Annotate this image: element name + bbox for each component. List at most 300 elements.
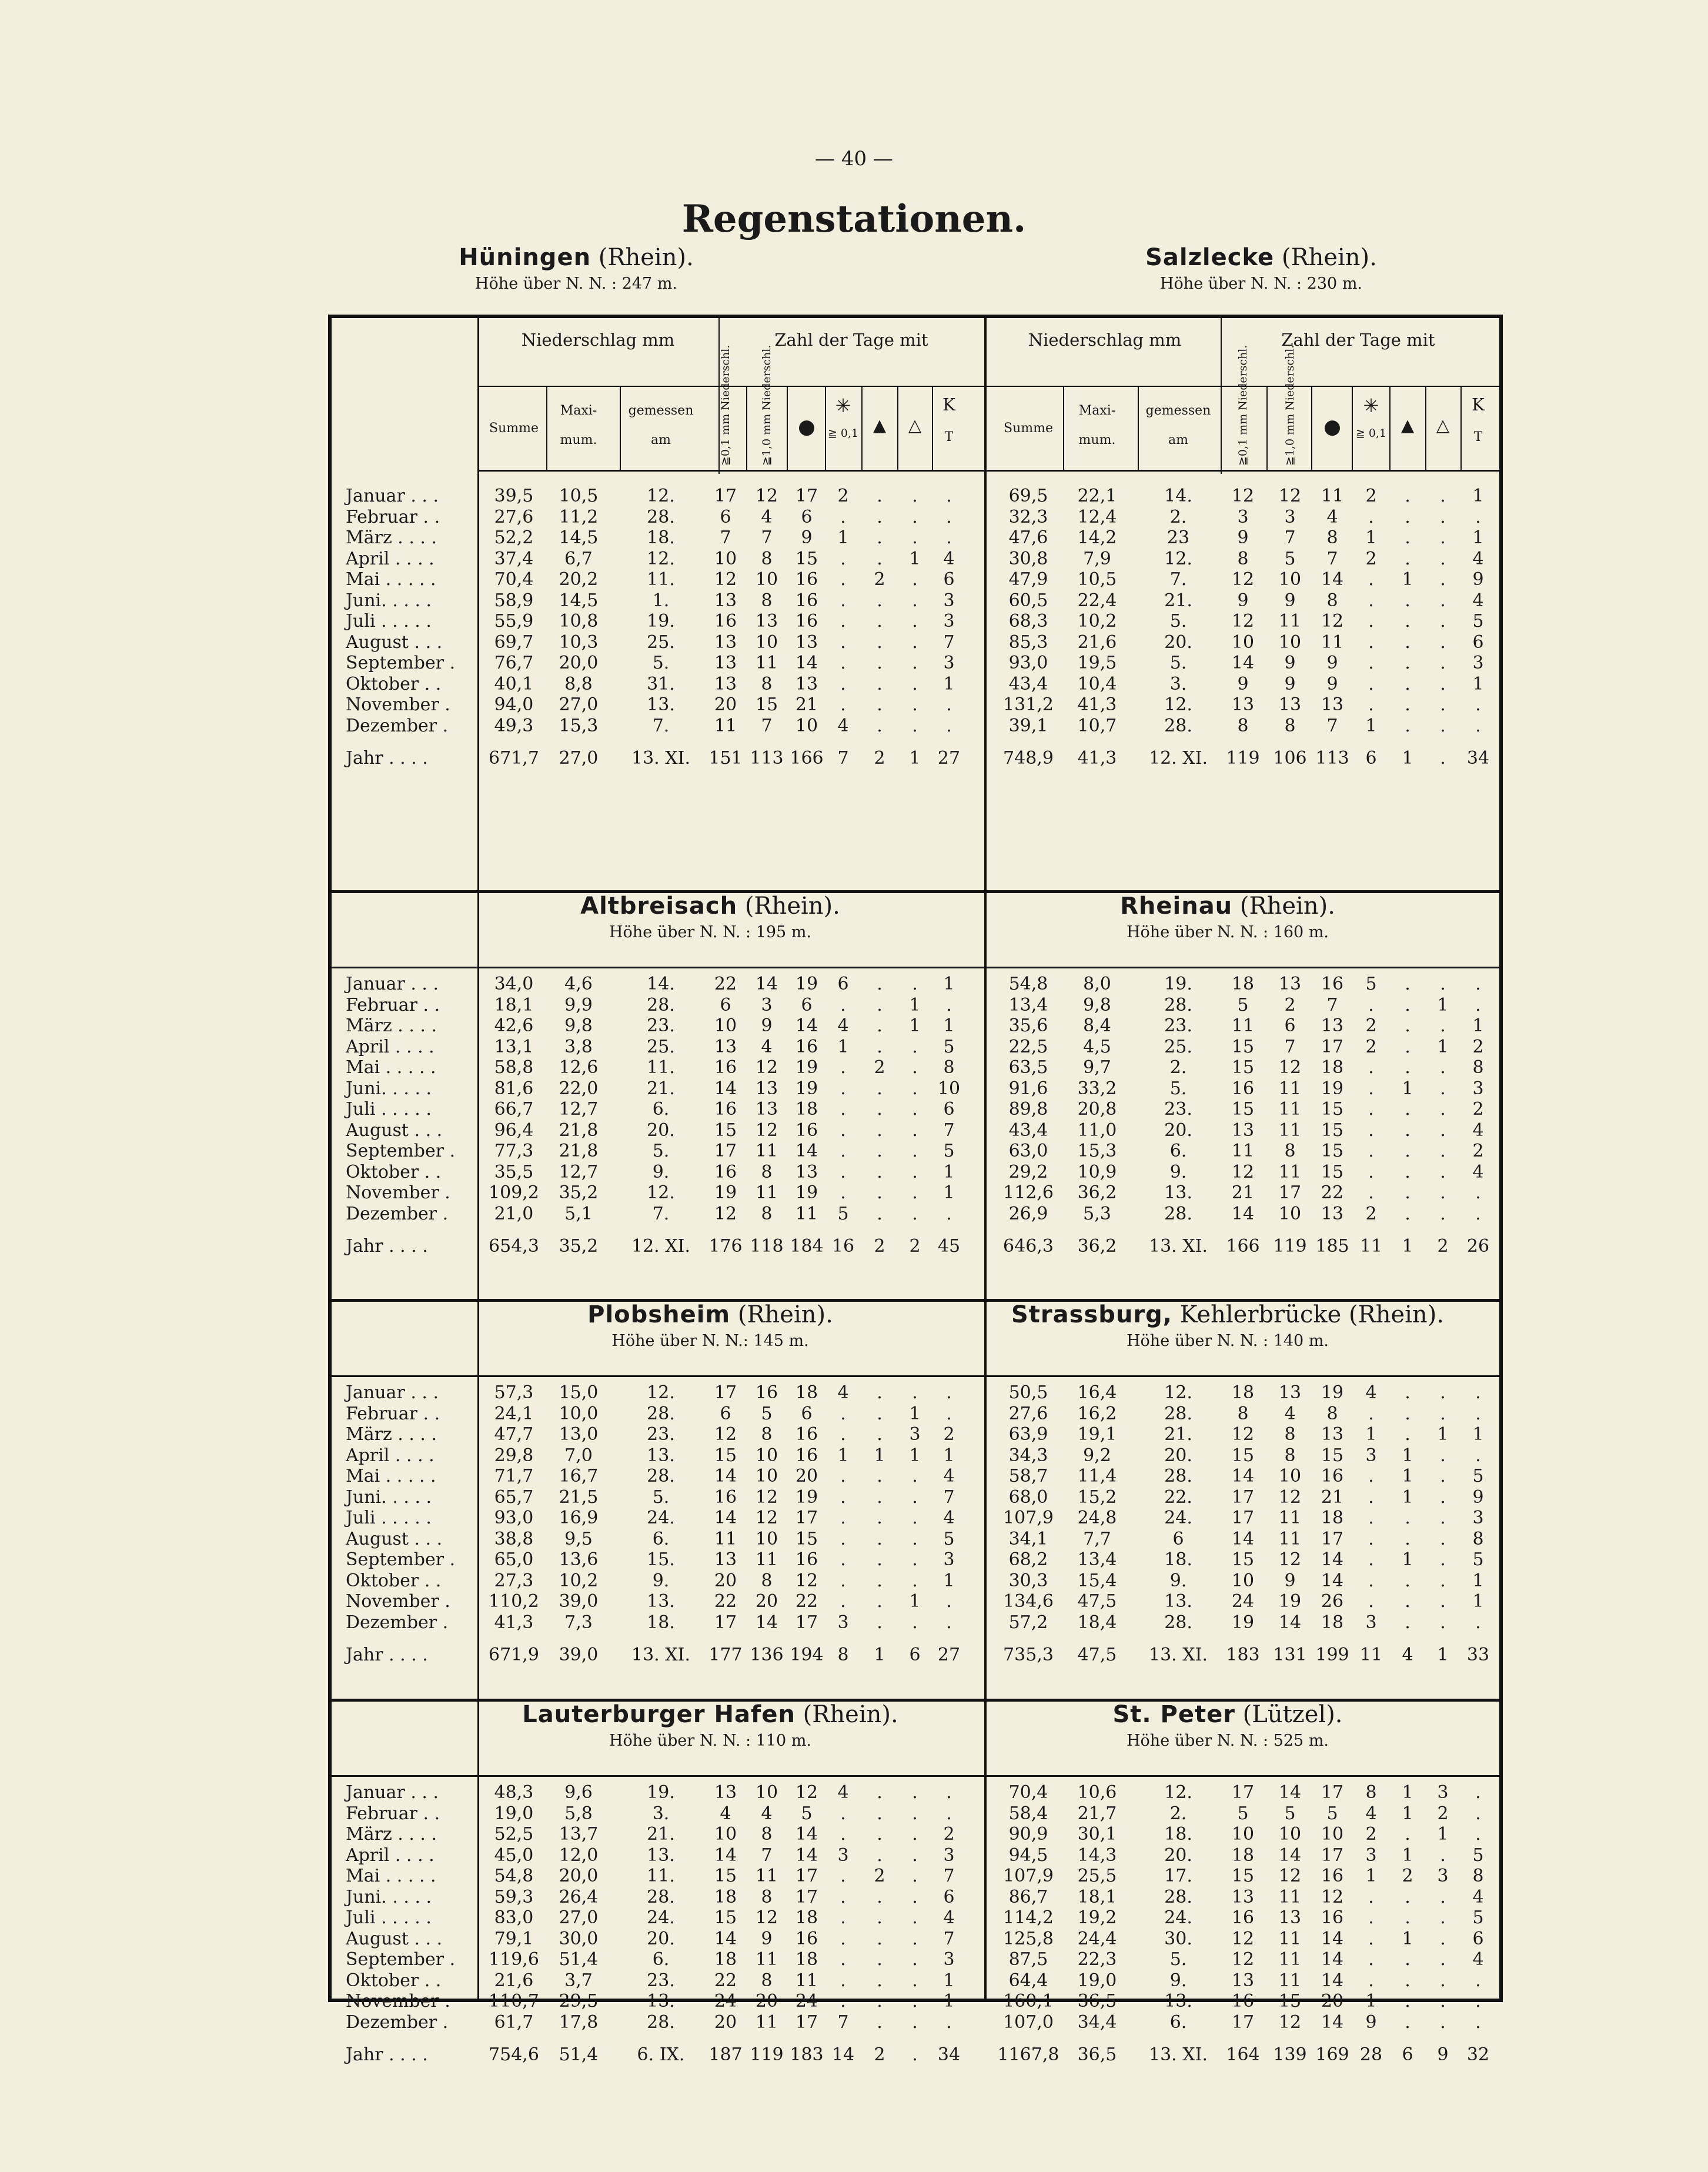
station-heading-right: [997, 244, 1526, 293]
table-cell: 27,6: [1008, 1403, 1048, 1424]
station-heading-left: [446, 1301, 975, 1350]
table-cell: .: [1440, 1508, 1446, 1528]
right-graupel-icon: △: [1436, 415, 1450, 435]
table-cell: 4: [1472, 1120, 1484, 1141]
table-cell: .: [1440, 1141, 1446, 1161]
table-cell: 4: [720, 1803, 731, 1824]
table-cell: 22: [714, 974, 737, 994]
table-cell: 5: [1237, 994, 1249, 1015]
table-cell: 10: [755, 1466, 778, 1486]
table-cell: 4: [837, 1382, 849, 1403]
table-cell: 1: [1365, 1991, 1377, 2011]
year-cell: 16: [831, 1236, 855, 1257]
table-cell: 30,3: [1008, 1570, 1048, 1591]
table-cell: 2: [1365, 1015, 1377, 1036]
table-cell: 4: [837, 1015, 849, 1036]
table-cell: .: [1368, 1528, 1374, 1549]
table-cell: .: [1440, 1486, 1446, 1508]
table-cell: 11: [1321, 631, 1344, 653]
table-cell: .: [1368, 631, 1374, 653]
table-cell: 5: [837, 1203, 849, 1224]
month-label: Februar . .: [346, 506, 440, 527]
table-cell: 1: [1402, 1782, 1413, 1803]
year-cell: 2: [874, 1236, 885, 1257]
table-cell: .: [840, 1907, 846, 1928]
table-cell: 25.: [647, 631, 675, 653]
table-cell: 12: [1278, 1486, 1302, 1508]
right-thunder-sub: T: [1473, 430, 1483, 445]
table-cell: 10,2: [559, 1570, 599, 1591]
table-cell: 21,0: [494, 1203, 534, 1224]
table-cell: 11: [1278, 1886, 1302, 1907]
table-cell: .: [912, 2011, 918, 2033]
table-cell: 160,1: [1003, 1991, 1054, 2011]
table-cell: 12: [1231, 1928, 1255, 1949]
table-cell: 10: [755, 1445, 778, 1466]
table-cell: .: [1405, 653, 1410, 673]
table-cell: 51,4: [559, 1949, 599, 1970]
table-cell: 3: [943, 611, 955, 631]
month-label: März . . . .: [346, 527, 437, 548]
year-cell: 735,3: [1003, 1645, 1054, 1665]
table-cell: .: [840, 1866, 846, 1886]
table-cell: 3,8: [564, 1036, 593, 1057]
table-cell: 6.: [652, 1099, 670, 1120]
table-cell: 5: [1326, 1803, 1338, 1824]
table-cell: 7: [943, 631, 955, 653]
year-cell: 4: [1402, 1645, 1413, 1665]
table-cell: 12: [1278, 1057, 1302, 1078]
table-cell: 11: [1278, 1528, 1302, 1549]
table-cell: .: [912, 486, 918, 506]
table-cell: 2.: [1169, 1803, 1187, 1824]
table-cell: 52,5: [494, 1824, 534, 1844]
table-cell: 70,4: [494, 569, 534, 590]
table-cell: 12,0: [559, 1844, 599, 1866]
table-cell: 2: [1402, 1866, 1413, 1886]
table-cell: 28.: [647, 1403, 675, 1424]
year-cell: 151: [708, 748, 743, 768]
table-cell: 12: [1278, 1866, 1302, 1886]
column-divider: [1138, 386, 1139, 470]
station-heading-right: [963, 1301, 1492, 1350]
year-cell: 194: [790, 1645, 824, 1665]
table-cell: 16: [795, 1424, 818, 1445]
month-label: März . . . .: [346, 1424, 437, 1445]
table-cell: 9: [761, 1015, 773, 1036]
table-cell: .: [912, 1382, 918, 1403]
page-title: Regenstationen.: [681, 197, 1027, 241]
year-cell: 27: [937, 1645, 961, 1665]
table-cell: .: [1405, 1182, 1410, 1203]
table-cell: .: [1405, 611, 1410, 631]
table-cell: 68,0: [1008, 1486, 1048, 1508]
table-cell: .: [1368, 1570, 1374, 1591]
table-cell: 1: [1365, 527, 1377, 548]
table-cell: 15: [1321, 1445, 1344, 1466]
year-cell: 45: [937, 1236, 961, 1257]
table-cell: 13,4: [1077, 1549, 1117, 1570]
table-cell: 3: [837, 1612, 849, 1633]
table-cell: 14,3: [1077, 1844, 1117, 1866]
table-cell: .: [1440, 1445, 1446, 1466]
month-label: Dezember .: [346, 1203, 449, 1224]
table-cell: 4: [943, 1508, 955, 1528]
table-cell: .: [1440, 1844, 1446, 1866]
table-cell: 63,9: [1008, 1424, 1048, 1445]
year-cell: 106: [1273, 748, 1307, 768]
table-cell: .: [946, 715, 952, 736]
table-cell: 6.: [652, 1528, 670, 1549]
table-cell: 1: [1402, 1445, 1413, 1466]
table-cell: 17: [795, 1886, 818, 1907]
table-cell: 30,1: [1077, 1824, 1117, 1844]
year-cell: 26: [1466, 1236, 1490, 1257]
table-cell: 18: [1231, 974, 1255, 994]
table-cell: 85,3: [1008, 631, 1048, 653]
table-cell: 7.: [652, 715, 670, 736]
table-cell: 89,8: [1008, 1099, 1048, 1120]
table-cell: 3: [1284, 506, 1296, 527]
table-cell: 6: [1284, 1015, 1296, 1036]
table-cell: 20.: [647, 1120, 675, 1141]
table-cell: 57,2: [1008, 1612, 1048, 1633]
table-cell: 31.: [647, 673, 675, 694]
column-divider: [1389, 386, 1391, 470]
table-cell: .: [912, 694, 918, 715]
table-cell: .: [912, 715, 918, 736]
table-cell: .: [912, 1203, 918, 1224]
table-cell: 58,8: [494, 1057, 534, 1078]
right-summe-header: Summe: [1004, 421, 1053, 436]
month-label: Oktober . .: [346, 1570, 442, 1591]
year-cell: 183: [790, 2044, 824, 2065]
table-cell: .: [1475, 1403, 1481, 1424]
year-cell: 9: [1437, 2044, 1449, 2065]
year-label: Jahr . . . .: [346, 1236, 428, 1257]
table-cell: 4,5: [1083, 1036, 1111, 1057]
table-cell: .: [877, 548, 883, 569]
table-cell: 9: [1237, 527, 1249, 548]
table-cell: .: [840, 1991, 846, 2011]
table-cell: 13: [1278, 1382, 1302, 1403]
table-cell: 29,2: [1008, 1161, 1048, 1182]
year-cell: 13. XI.: [1149, 1236, 1208, 1257]
table-cell: .: [1405, 673, 1410, 694]
table-cell: 5: [1365, 974, 1377, 994]
table-cell: 21.: [647, 1824, 675, 1844]
station-river: Kehlerbrücke (Rhein).: [1179, 1301, 1445, 1328]
table-cell: .: [1440, 653, 1446, 673]
table-cell: .: [1405, 1120, 1410, 1141]
left-snow-sub: ≧ 0,1: [827, 427, 859, 440]
table-cell: 12: [714, 1203, 737, 1224]
table-cell: 14: [714, 1928, 737, 1949]
station-river: (Rhein).: [744, 893, 840, 920]
table-cell: 35,2: [559, 1182, 599, 1203]
table-cell: .: [1405, 1824, 1410, 1844]
table-cell: .: [1405, 974, 1410, 994]
table-cell: 4: [1365, 1803, 1377, 1824]
table-cell: .: [1368, 1591, 1374, 1612]
table-cell: 11.: [647, 569, 675, 590]
table-cell: 2: [874, 1866, 885, 1886]
table-cell: .: [1440, 569, 1446, 590]
table-cell: 45,0: [494, 1844, 534, 1866]
year-cell: 139: [1273, 2044, 1307, 2065]
month-label: August . . .: [346, 1120, 443, 1141]
table-cell: 9: [1326, 673, 1338, 694]
table-cell: .: [877, 1803, 883, 1824]
table-cell: .: [1368, 1486, 1374, 1508]
table-cell: 19.: [1164, 974, 1192, 994]
table-cell: .: [1440, 1120, 1446, 1141]
table-cell: 39,5: [494, 486, 534, 506]
table-cell: 15: [1321, 1099, 1344, 1120]
table-cell: 20.: [1164, 1445, 1192, 1466]
table-cell: .: [912, 653, 918, 673]
table-cell: .: [912, 1466, 918, 1486]
table-cell: 6: [1472, 631, 1484, 653]
table-cell: 2: [1365, 486, 1377, 506]
table-cell: 9,6: [564, 1782, 593, 1803]
table-cell: 19: [1321, 1382, 1344, 1403]
table-cell: 25,5: [1077, 1866, 1117, 1886]
table-cell: 9,9: [564, 994, 593, 1015]
year-cell: 2: [874, 2044, 885, 2065]
table-cell: .: [877, 1099, 883, 1120]
table-cell: 14: [1321, 1928, 1344, 1949]
table-cell: 81,6: [494, 1078, 534, 1099]
year-cell: 119: [1273, 1236, 1307, 1257]
table-cell: 1: [943, 1991, 955, 2011]
table-cell: 14: [1231, 1203, 1255, 1224]
table-cell: 21,6: [494, 1970, 534, 1991]
table-cell: 15: [1231, 1057, 1255, 1078]
table-cell: .: [1405, 1886, 1410, 1907]
table-cell: 8,4: [1083, 1015, 1111, 1036]
station-hoehe: Höhe über N. N. : 140 m.: [1127, 1332, 1329, 1350]
table-cell: 8: [1326, 590, 1338, 611]
table-cell: .: [877, 1886, 883, 1907]
table-cell: 10,5: [559, 486, 599, 506]
table-cell: 8: [761, 590, 773, 611]
table-cell: 4: [837, 1782, 849, 1803]
table-cell: 2: [1437, 1803, 1449, 1824]
table-cell: 15: [1231, 1099, 1255, 1120]
table-cell: .: [946, 694, 952, 715]
month-label: Juli . . . . .: [346, 1099, 432, 1120]
table-cell: 13.: [1164, 1591, 1192, 1612]
left-ge01-header: ≧0,1 mm Niederschl.: [719, 345, 732, 466]
table-cell: 13: [1321, 1424, 1344, 1445]
table-cell: .: [912, 1949, 918, 1970]
table-cell: .: [1405, 1015, 1410, 1036]
table-cell: .: [840, 1508, 846, 1528]
right-snow-sub: ≧ 0,1: [1355, 427, 1387, 440]
table-cell: 63,0: [1008, 1141, 1048, 1161]
table-cell: 27,6: [494, 506, 534, 527]
station-river: (Rhein).: [803, 1701, 898, 1728]
table-cell: 11: [755, 1549, 778, 1570]
table-cell: .: [840, 1824, 846, 1844]
year-cell: 1167,8: [997, 2044, 1059, 2065]
table-cell: .: [1405, 715, 1410, 736]
table-cell: .: [1405, 1612, 1410, 1633]
month-label: Januar . . .: [346, 486, 439, 506]
table-cell: .: [1368, 1907, 1374, 1928]
table-cell: 7: [943, 1120, 955, 1141]
table-cell: 43,4: [1008, 673, 1048, 694]
table-cell: 1: [837, 1036, 849, 1057]
table-cell: 13: [714, 1036, 737, 1057]
table-cell: .: [1368, 994, 1374, 1015]
table-cell: 11: [1278, 1949, 1302, 1970]
table-cell: 14: [714, 1078, 737, 1099]
table-cell: 8: [1284, 1141, 1296, 1161]
table-cell: 14: [1278, 1612, 1302, 1633]
table-cell: 34,4: [1077, 2011, 1117, 2033]
month-label: Februar . .: [346, 1803, 440, 1824]
table-cell: 14: [1321, 1970, 1344, 1991]
table-cell: .: [840, 653, 846, 673]
column-divider: [897, 386, 898, 470]
table-cell: 2: [1284, 994, 1296, 1015]
table-cell: 9,8: [1083, 994, 1111, 1015]
table-cell: .: [840, 1570, 846, 1591]
table-cell: 11: [1231, 1015, 1255, 1036]
table-cell: 32,3: [1008, 506, 1048, 527]
table-cell: 19: [714, 1182, 737, 1203]
table-cell: 6.: [1169, 2011, 1187, 2033]
table-cell: .: [912, 1866, 918, 1886]
table-cell: 9: [1472, 1486, 1484, 1508]
table-cell: 23.: [1164, 1099, 1192, 1120]
table-cell: .: [912, 611, 918, 631]
table-cell: 11,2: [559, 506, 599, 527]
table-cell: .: [840, 1549, 846, 1570]
table-cell: 13.: [647, 694, 675, 715]
table-cell: 20: [714, 1570, 737, 1591]
table-cell: .: [877, 1015, 883, 1036]
table-cell: .: [912, 1057, 918, 1078]
table-cell: 12: [755, 1486, 778, 1508]
table-cell: 12: [1278, 1549, 1302, 1570]
table-cell: 10: [1321, 1824, 1344, 1844]
table-cell: 3: [1365, 1844, 1377, 1866]
table-cell: 1: [943, 1570, 955, 1591]
table-cell: 70,4: [1008, 1782, 1048, 1803]
station-name: [312, 244, 841, 271]
table-cell: 15,0: [559, 1382, 599, 1403]
table-cell: 4: [943, 1907, 955, 1928]
year-cell: 2: [1437, 1236, 1449, 1257]
table-cell: .: [912, 1508, 918, 1528]
table-cell: 15,2: [1077, 1486, 1117, 1508]
table-cell: 8: [1326, 527, 1338, 548]
table-cell: 26: [1321, 1591, 1344, 1612]
table-cell: .: [912, 1928, 918, 1949]
table-cell: 17: [795, 486, 818, 506]
table-cell: 3: [1365, 1612, 1377, 1633]
right-hail-icon: ▲: [1401, 415, 1415, 435]
table-cell: 8: [1472, 1057, 1484, 1078]
table-cell: 69,7: [494, 631, 534, 653]
table-cell: 1: [1402, 1928, 1413, 1949]
station-name: [446, 1701, 975, 1728]
table-cell: 14: [795, 1824, 818, 1844]
left-thunder-icon: K: [942, 395, 955, 415]
table-cell: 12: [714, 569, 737, 590]
table-cell: 16: [1321, 974, 1344, 994]
table-cell: 39,1: [1008, 715, 1048, 736]
table-cell: .: [877, 1182, 883, 1203]
table-cell: 12.: [647, 486, 675, 506]
table-cell: 13,1: [494, 1036, 534, 1057]
table-cell: 3: [1437, 1866, 1449, 1886]
station-hoehe: Höhe über N. N. : 525 m.: [1127, 1732, 1329, 1750]
table-cell: .: [877, 1528, 883, 1549]
table-cell: 13: [1231, 1970, 1255, 1991]
table-cell: .: [1440, 1382, 1446, 1403]
table-cell: .: [877, 1782, 883, 1803]
month-label: Mai . . . . .: [346, 1466, 436, 1486]
table-cell: 66,7: [494, 1099, 534, 1120]
table-cell: 12: [1231, 1424, 1255, 1445]
month-label: Juli . . . . .: [346, 611, 432, 631]
table-cell: .: [1405, 1424, 1410, 1445]
table-cell: 58,4: [1008, 1803, 1048, 1824]
table-cell: 12,4: [1077, 506, 1117, 527]
station-name-text: Altbreisach: [580, 893, 738, 920]
table-cell: .: [877, 2011, 883, 2033]
table-cell: 20,2: [559, 569, 599, 590]
table-cell: 7: [761, 715, 773, 736]
table-cell: 16: [1321, 1907, 1344, 1928]
table-cell: 4: [837, 715, 849, 736]
table-cell: 119,6: [489, 1949, 539, 1970]
table-cell: .: [840, 1057, 846, 1078]
table-cell: 1: [837, 1445, 849, 1466]
table-cell: 1: [943, 1970, 955, 1991]
table-cell: 3: [1365, 1445, 1377, 1466]
table-cell: 16,9: [559, 1508, 599, 1528]
table-cell: 29,8: [494, 1445, 534, 1466]
year-cell: 119: [1226, 748, 1260, 768]
table-cell: 18,1: [494, 994, 534, 1015]
month-label: Oktober . .: [346, 1970, 442, 1991]
table-cell: .: [877, 611, 883, 631]
table-cell: .: [840, 994, 846, 1015]
table-cell: 21.: [647, 1078, 675, 1099]
table-cell: 1: [1365, 715, 1377, 736]
table-cell: 15: [1321, 1161, 1344, 1182]
table-cell: .: [1405, 1970, 1410, 1991]
table-cell: .: [1405, 590, 1410, 611]
table-cell: 9.: [652, 1570, 670, 1591]
table-cell: .: [840, 506, 846, 527]
table-cell: 57,3: [494, 1382, 534, 1403]
table-cell: 37,4: [494, 548, 534, 569]
station-name: [963, 1301, 1492, 1328]
left-ge10-header: ≧1,0 mm Niederschl.: [760, 345, 773, 466]
table-cell: 5: [1472, 1907, 1484, 1928]
table-cell: 1: [837, 527, 849, 548]
table-cell: 87,5: [1008, 1949, 1048, 1970]
station-river: (Rhein).: [737, 1301, 833, 1328]
table-cell: 14: [1231, 1528, 1255, 1549]
station-heading-left: [312, 244, 841, 293]
